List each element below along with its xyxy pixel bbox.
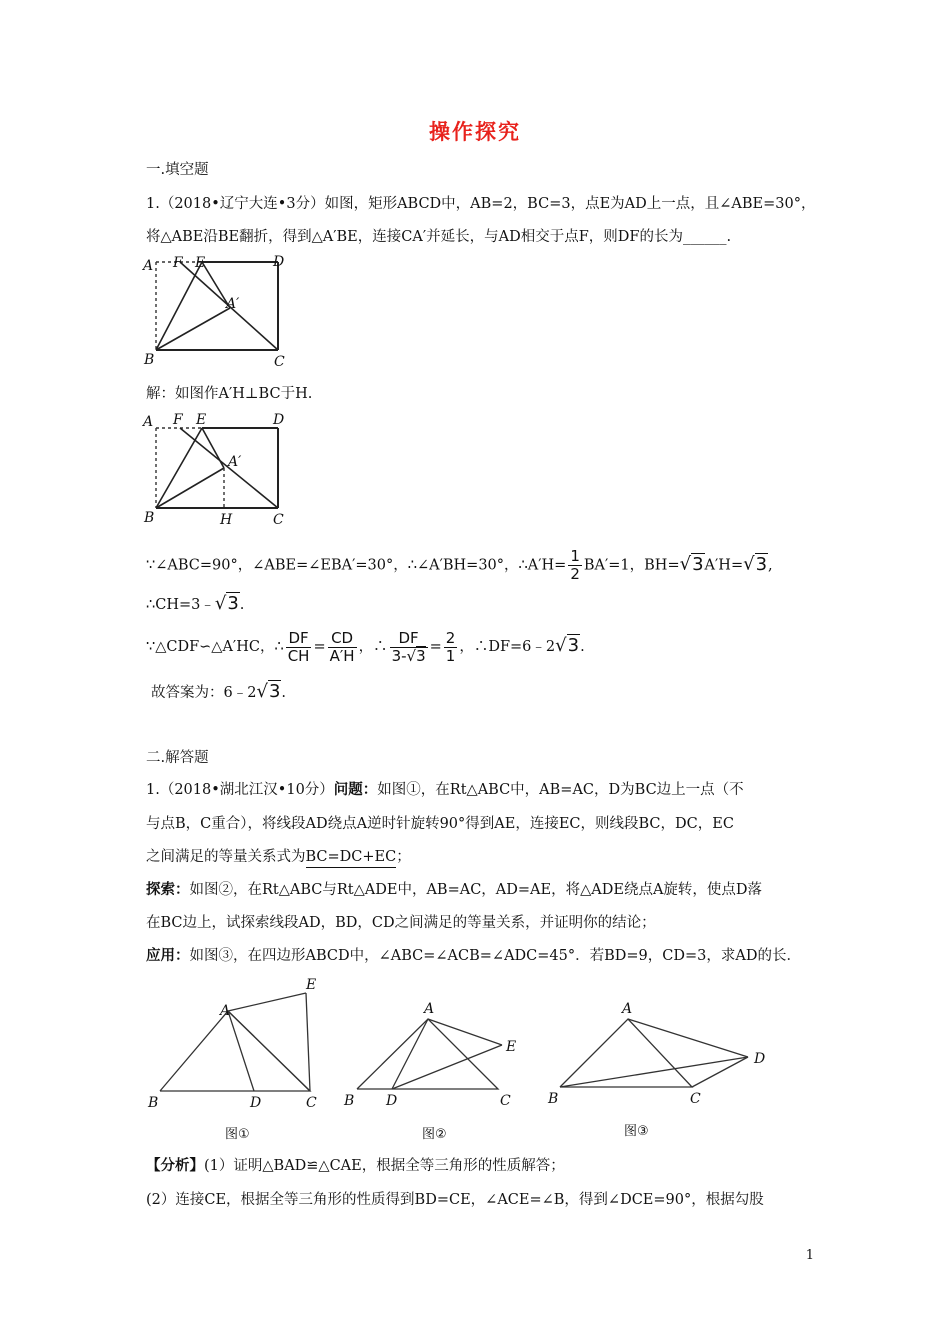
question1-line2: 将△ABE沿BE翻折，得到△A′BE，连接CA′并延长，与AD相交于点F，则DF的长为______. (146, 229, 732, 245)
label-B: B (144, 352, 155, 368)
figure-rectangle-fold (140, 250, 300, 372)
problem-line6: 应用：如图③，在四边形ABCD中，∠ABC=∠ACB=∠ADC=45°．若BD=9，CD=3，求AD的长． (146, 948, 801, 964)
label-A: A (143, 258, 154, 274)
svg-text:E: E (506, 1039, 517, 1055)
label-C: C (273, 512, 284, 528)
final-answer: 故答案为：6﹣2√3. (151, 681, 286, 702)
svg-text:B: B (344, 1093, 355, 1109)
caption-figure-3: 图③ (624, 1124, 649, 1139)
svg-text:C: C (306, 1095, 317, 1111)
svg-text:D: D (754, 1051, 766, 1067)
label-B: B (144, 510, 155, 526)
solution-step3: ∵△CDF∽△A′HC，∴ $\frac{DF}{CH}$ = $\frac{CD}{A'H}$ ，∴ $\frac{DF}{3-√3}$ = $\frac{2}{1}$ ，∴DF=6﹣2√3. (146, 628, 585, 665)
section-heading-answer: 二.解答题 (146, 750, 209, 766)
question1-line1: 1.（2018•辽宁大连•3分）如图，矩形ABCD中，AB=2，BC=3，点E为AD上一点，且∠ABE=30°， (146, 196, 816, 212)
problem-line1: 1.（2018•湖北江汉•10分）问题：如图①，在Rt△ABC中，AB=AC，D为BC边上一点（不 (146, 782, 744, 798)
section-heading-fill-blank: 一.填空题 (146, 162, 209, 178)
svg-text:C: C (500, 1093, 511, 1109)
problem-line2: 与点B，C重合），将线段AD绕点A逆时针旋转90°得到AE，连接EC，则线段BC，DC，EC (146, 816, 734, 832)
fraction-half: $\frac{1}{2}$ (570, 547, 580, 583)
caption-figure-2: 图② (422, 1127, 447, 1142)
label-H: H (220, 512, 233, 528)
figure-3 (547, 1001, 765, 1139)
analysis-line2: (2）连接CE，根据全等三角形的性质得到BD=CE，∠ACE=∠B，得到∠DCE=90°，根据勾股 (146, 1192, 764, 1208)
figure-1 (147, 977, 317, 1142)
page-title: 操作探究 (429, 120, 521, 144)
problem-line3: 之间满足的等量关系式为BC=DC+EC； (146, 847, 411, 868)
page-number: 1 (805, 1248, 814, 1263)
problem-line4: 探索：如图②，在Rt△ABC与Rt△ADE中，AB=AC，AD=AE，将△ADE绕点A旋转，使点D落 (146, 882, 763, 898)
label-C: C (274, 354, 285, 370)
svg-text:E: E (306, 977, 317, 993)
solution-step2: ∴CH=3﹣√3. (146, 593, 245, 614)
label-F: F (173, 412, 183, 428)
label-A-prime: A′ (228, 454, 242, 470)
svg-text:D: D (250, 1095, 262, 1111)
svg-text:B: B (148, 1095, 159, 1111)
svg-text:D: D (386, 1093, 398, 1109)
solution-intro: 解：如图作A′H⊥BC于H. (146, 386, 313, 402)
given-answer: BC=DC+EC (306, 847, 397, 868)
svg-text:A: A (622, 1001, 633, 1017)
label-E: E (196, 412, 207, 428)
label-D: D (273, 254, 285, 270)
svg-text:B: B (548, 1091, 559, 1107)
svg-text:A: A (220, 1003, 231, 1019)
analysis-line1: 【分析】(1）证明△BAD≌△CAE，根据全等三角形的性质解答； (146, 1158, 565, 1174)
label-A-prime: A′ (226, 296, 240, 312)
label-E: E (195, 255, 206, 271)
problem-line5: 在BC边上，试探索线段AD，BD，CD之间满足的等量关系，并证明你的结论； (146, 915, 656, 931)
figures-triangles (140, 975, 780, 1150)
caption-figure-1: 图① (225, 1127, 250, 1142)
label-A: A (143, 414, 154, 430)
svg-text:C: C (690, 1091, 701, 1107)
solution-step1: ∵∠ABC=90°，∠ABE=∠EBA′=30°，∴∠A′BH=30°，∴A′H= $\frac{1}{2}$ BA′=1，BH=√3A′H=√3, (146, 547, 773, 583)
answer-blank: ______ (682, 229, 727, 245)
label-D: D (273, 412, 285, 428)
figure-rectangle-with-h (140, 408, 300, 532)
label-F: F (173, 255, 183, 271)
svg-text:A: A (424, 1001, 435, 1017)
figure-2 (343, 1001, 516, 1142)
